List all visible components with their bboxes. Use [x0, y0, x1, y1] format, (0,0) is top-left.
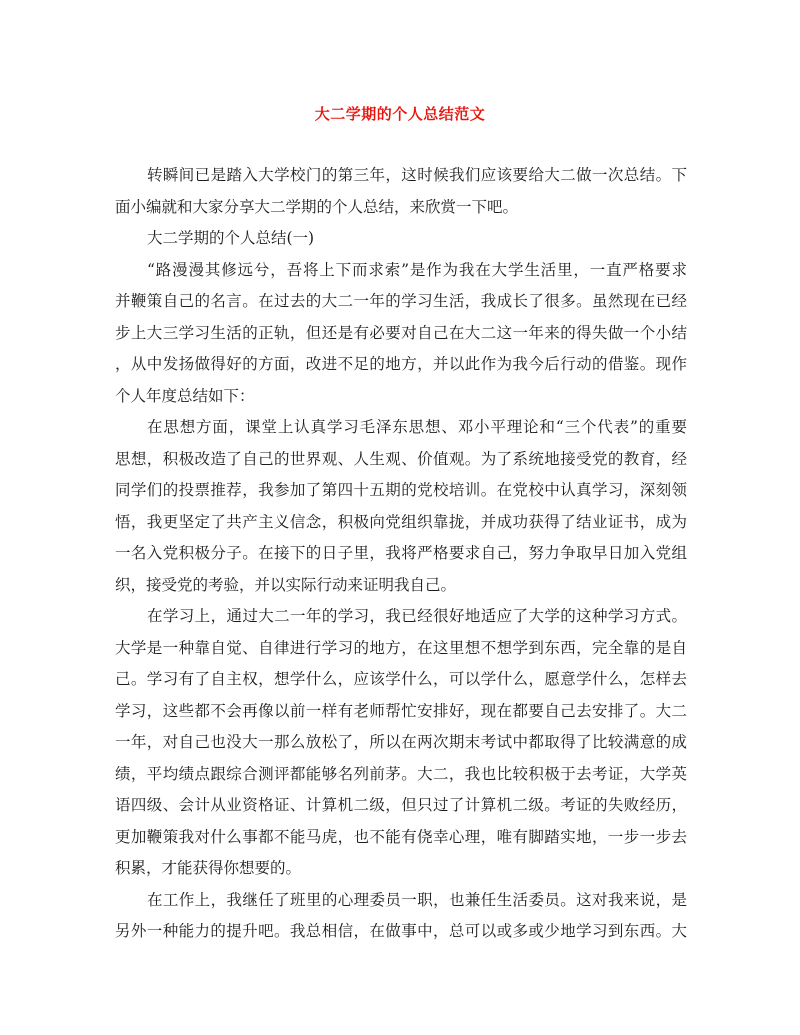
- text-line: 思想，积极改造了自己的世界观、人生观、价值观。为了系统地接受党的教育，经: [115, 449, 687, 468]
- text-line: 在思想方面，课堂上认真学习毛泽东思想、邓小平理论和“三个代表”的重要: [147, 418, 687, 436]
- text-line: ，从中发扬做得好的方面，改进不足的地方，并以此作为我今后行动的借鉴。现作: [115, 355, 687, 373]
- text-line: 在学习上，通过大二一年的学习，我已经很好地适应了大学的这种学习方式。: [147, 607, 687, 625]
- text-line: 悟，我更坚定了共产主义信念，积极向党组织靠拢，并成功获得了结业证书，成为: [115, 512, 687, 531]
- document-body: [115, 160, 687, 948]
- text-line: 积累，才能获得你想要的。: [115, 859, 302, 877]
- text-line: 一年，对自己也没大一那么放松了，所以在两次期末考试中都取得了比较满意的成: [115, 733, 687, 751]
- text-line: 己。学习有了自主权，想学什么，应该学什么，可以学什么，愿意学什么，怎样去: [115, 670, 687, 688]
- text-line: 一名入党积极分子。在接下的日子里，我将严格要求自己，努力争取早日加入党组: [115, 544, 687, 562]
- text-line: 在工作上，我继任了班里的心理委员一职，也兼任生活委员。这对我来说，是: [147, 890, 687, 909]
- text-line: 学习，这些都不会再像以前一样有老师帮忙安排好，现在都要自己去安排了。大二: [115, 701, 687, 720]
- text-line: 语四级、会计从业资格证、计算机二级，但只过了计算机二级。考证的失败经历，: [115, 796, 687, 814]
- text-line: 面小编就和大家分享大二学期的个人总结，来欣赏一下吧。: [115, 197, 519, 216]
- text-line: “路漫漫其修远兮，吾将上下而求索”是作为我在大学生活里，一直严格要求: [147, 260, 687, 279]
- text-line: 织，接受党的考验，并以实际行动来证明我自己。: [115, 575, 457, 594]
- text-line: 步上大三学习生活的正轨，但还是有必要对自己在大二这一年来的得失做一个小结: [115, 323, 687, 342]
- text-line: 绩，平均绩点跟综合测评都能够名列前茅。大二，我也比较积极于去考证，大学英: [115, 764, 687, 783]
- text-line: 另外一种能力的提升吧。我总相信，在做事中，总可以或多或少地学习到东西。大: [115, 922, 687, 940]
- text-line: 转瞬间已是踏入大学校门的第三年，这时候我们应该要给大二做一次总结。下: [147, 166, 687, 184]
- text-line: 并鞭策自己的名言。在过去的大二一年的学习生活，我成长了很多。虽然现在已经: [115, 292, 687, 310]
- text-line: 更加鞭策我对什么事都不能马虎，也不能有侥幸心理，唯有脚踏实地，一步一步去: [115, 827, 687, 846]
- document-title: 大二学期的个人总结范文: [314, 105, 486, 123]
- text-line: 大二学期的个人总结(一): [147, 229, 315, 247]
- text-line: 大学是一种靠自觉、自律进行学习的地方，在这里想不想学到东西，完全靠的是自: [115, 638, 687, 657]
- text-line: 个人年度总结如下：: [115, 386, 255, 405]
- text-line: 同学们的投票推荐，我参加了第四十五期的党校培训。在党校中认真学习，深刻领: [115, 481, 687, 499]
